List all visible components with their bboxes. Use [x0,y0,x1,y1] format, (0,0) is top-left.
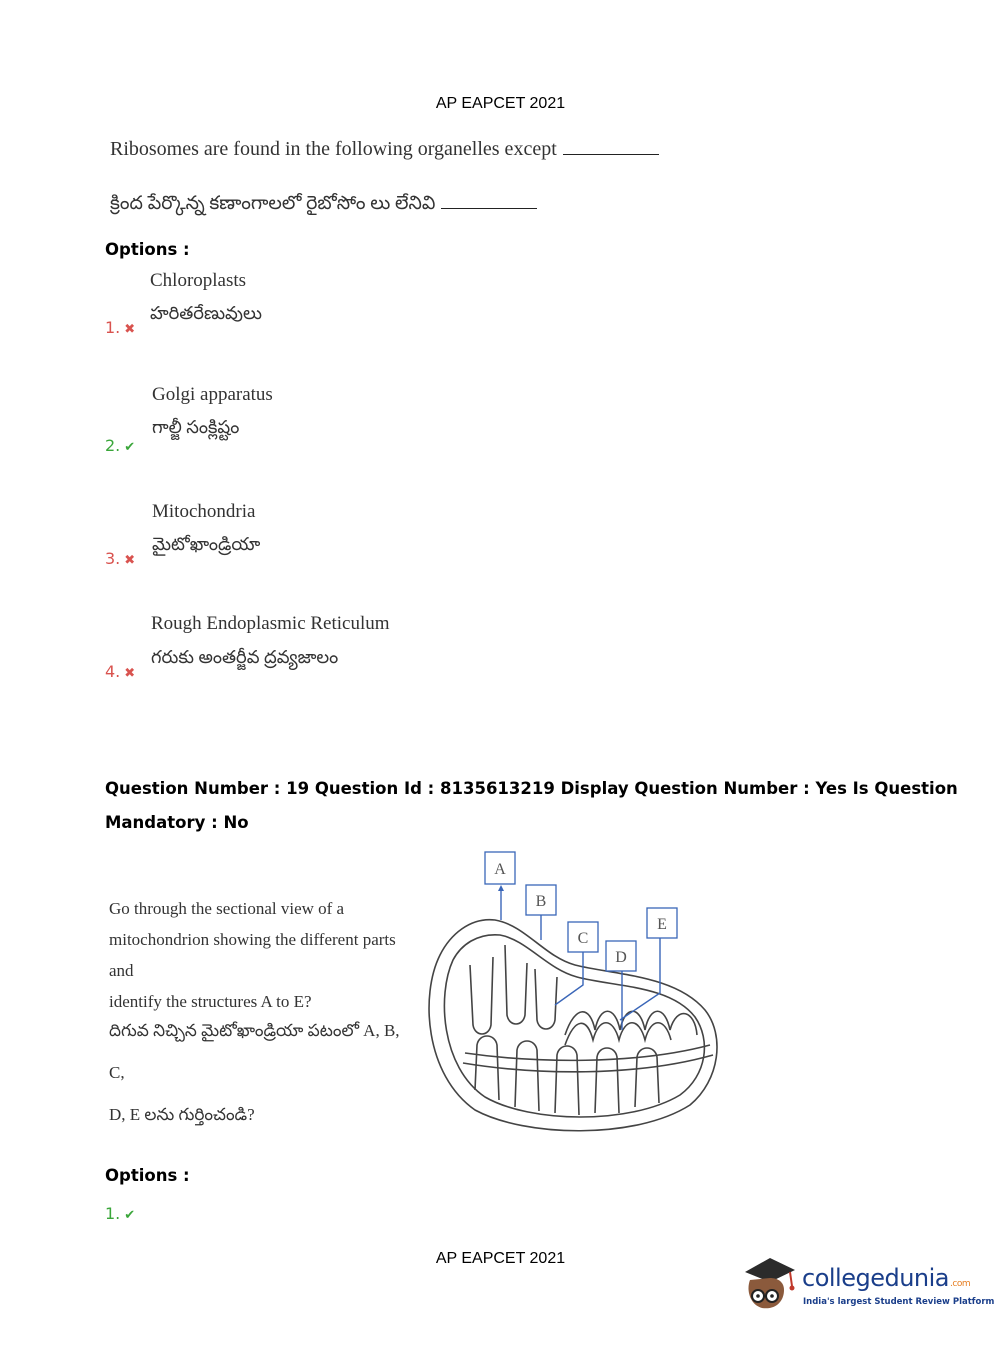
options-label: Options : [105,240,190,259]
question-text-te: క్రింద పేర్కొన్న కణాంగాలలో రైబోసోం లు లేనివి [110,193,436,214]
option-3-number[interactable] [105,549,135,568]
diagram-label-b: B [535,893,547,910]
diagram-label-d: D [615,949,627,966]
option-1-number[interactable] [105,318,135,337]
option-1-english: Chloroplasts [150,270,247,291]
question-line-te: D, E లను గుర్తించండి? [109,1105,255,1124]
option-number: 3. [105,549,121,568]
question-text: Ribosomes are found in the following organelles except [110,138,557,160]
answer-blank-te [441,192,537,209]
question-meta-line-2: Mandatory : No [105,813,249,832]
question-line: identify the structures A to E? [109,992,312,1011]
page-footer: AP EAPCET 2021 [435,1250,566,1267]
question-line: mitochondrion showing the different parts and [109,930,396,980]
wrong-icon: ✖ [124,666,136,681]
option-number: 4. [105,662,121,681]
question-line: Go through the sectional view of a [109,899,345,918]
logo-name: collegedunia [802,1264,950,1292]
option-4-english: Rough Endoplasmic Reticulum [151,613,390,634]
wrong-icon: ✖ [124,553,136,568]
diagram-label-e: E [657,916,667,933]
question-19-text-telugu [109,1010,419,1136]
option-2-english: Golgi apparatus [152,384,273,405]
collegedunia-logo[interactable] [740,1250,995,1320]
option-1-telugu: హరితరేణువులు [150,303,262,323]
correct-icon: ✔ [124,1208,136,1223]
option-1-number[interactable] [105,1204,135,1223]
question-meta-line-1: Question Number : 19 Question Id : 8135613219 Display Question Number : Yes Is Question [105,779,958,798]
option-3-telugu: మైటోఖాండ్రియా [152,534,261,554]
page-header: AP EAPCET 2021 [435,95,566,112]
question-text-english [110,138,659,161]
option-number: 1. [105,1204,121,1223]
option-number: 1. [105,318,121,337]
correct-icon: ✔ [124,440,136,455]
option-2-telugu: గాల్జీ సంక్లిష్టం [152,417,240,437]
diagram-label-c: C [577,930,589,947]
options-label: Options : [105,1166,190,1185]
option-3-english: Mitochondria [152,501,256,522]
question-text-telugu [110,192,537,219]
option-number: 2. [105,436,121,455]
option-4-number[interactable] [105,662,135,681]
option-2-number[interactable] [105,436,135,455]
question-19-text-english [109,893,409,1017]
student-mascot-icon [740,1250,800,1312]
mitochondrion-diagram [415,845,725,1145]
option-4-telugu: గరుకు అంతర్జీవ ద్రవ్యజాలం [151,647,339,667]
diagram-label-a: A [494,861,506,878]
wrong-icon: ✖ [124,322,136,337]
logo-suffix: .com [950,1279,971,1289]
logo-tagline: India's largest Student Review Platform [803,1297,995,1307]
question-line-te: దిగువ నిచ్చిన మైటోఖాండ్రియా పటంలో A, B, C, [109,1021,400,1082]
answer-blank [563,138,659,155]
